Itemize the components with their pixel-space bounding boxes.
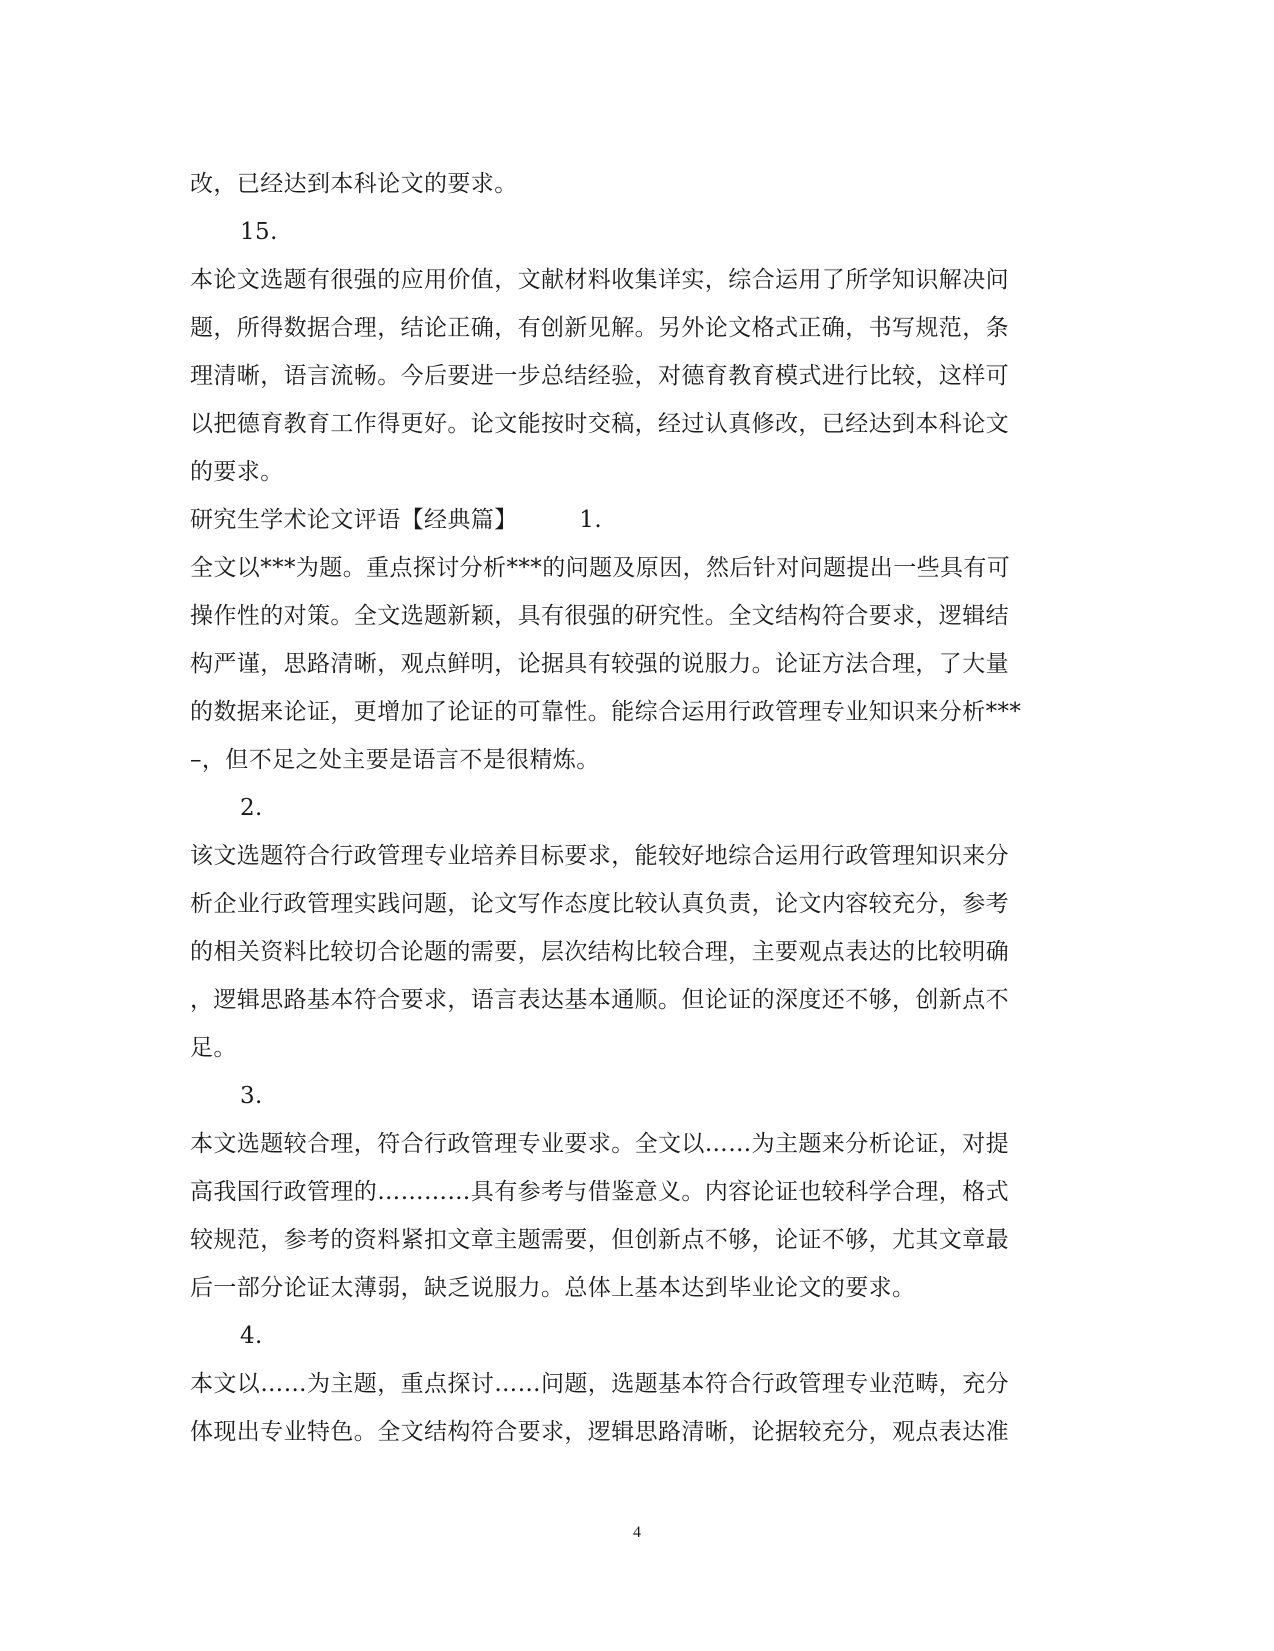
document-body xyxy=(190,160,1076,1456)
text-line: 的相关资料比较切合论题的需要，层次结构比较合理，主要观点表达的比较明确 xyxy=(190,939,1009,965)
text-line: 析企业行政管理实践问题，论文写作态度比较认真负责，论文内容较充分，参考 xyxy=(190,891,1009,917)
text-line: 2. xyxy=(240,795,263,821)
text-line: 较规范，参考的资料紧扣文章主题需要，但创新点不够，论证不够，尤其文章最 xyxy=(190,1227,1009,1253)
text-line: 后一部分论证太薄弱，缺乏说服力。总体上基本达到毕业论文的要求。 xyxy=(190,1275,916,1301)
text-line: –，但不足之处主要是语言不是很精炼。 xyxy=(190,747,600,773)
text-line: 本论文选题有很强的应用价值，文献材料收集详实，综合运用了所学知识解决问 xyxy=(190,267,1009,293)
text-line: 的要求。 xyxy=(190,459,284,485)
text-line: 高我国行政管理的…………具有参考与借鉴意义。内容论证也较科学合理，格式 xyxy=(190,1179,1009,1205)
text-line: 该文选题符合行政管理专业培养目标要求，能较好地综合运用行政管理知识来分 xyxy=(190,843,1009,869)
text-line: 操作性的对策。全文选题新颖，具有很强的研究性。全文结构符合要求，逻辑结 xyxy=(190,603,1009,629)
text-line: 3. xyxy=(240,1083,263,1109)
text-line: 本文选题较合理，符合行政管理专业要求。全文以……为主题来分析论证，对提 xyxy=(190,1131,1009,1157)
text-line: 改，已经达到本科论文的要求。 xyxy=(190,171,518,197)
text-line: 全文以***为题。重点探讨分析***的问题及原因，然后针对问题提出一些具有可 xyxy=(190,555,1011,581)
text-line: 题，所得数据合理，结论正确，有创新见解。另外论文格式正确，书写规范，条 xyxy=(190,315,1009,341)
text-line: 以把德育教育工作得更好。论文能按时交稿，经过认真修改，已经达到本科论文 xyxy=(190,411,1009,437)
text-line: 理清晰，语言流畅。今后要进一步总结经验，对德育教育模式进行比较，这样可 xyxy=(190,363,1009,389)
text-line: 体现出专业特色。全文结构符合要求，逻辑思路清晰，论据较充分，观点表达准 xyxy=(190,1419,1009,1445)
text-line: 研究生学术论文评语【经典篇】 1. xyxy=(190,507,603,533)
text-line: 的数据来论证，更增加了论证的可靠性。能综合运用行政管理专业知识来分析*** xyxy=(190,699,1022,725)
text-line: 15. xyxy=(240,219,278,245)
page-number: 4 xyxy=(633,1524,641,1541)
text-line: 构严谨，思路清晰，观点鲜明，论据具有较强的说服力。论证方法合理，了大量 xyxy=(190,651,1009,677)
text-line: 足。 xyxy=(190,1035,237,1061)
text-line: ，逻辑思路基本符合要求，语言表达基本通顺。但论证的深度还不够，创新点不 xyxy=(190,987,1009,1013)
text-line: 4. xyxy=(240,1323,263,1349)
text-line: 本文以……为主题，重点探讨……问题，选题基本符合行政管理专业范畴，充分 xyxy=(190,1371,1009,1397)
